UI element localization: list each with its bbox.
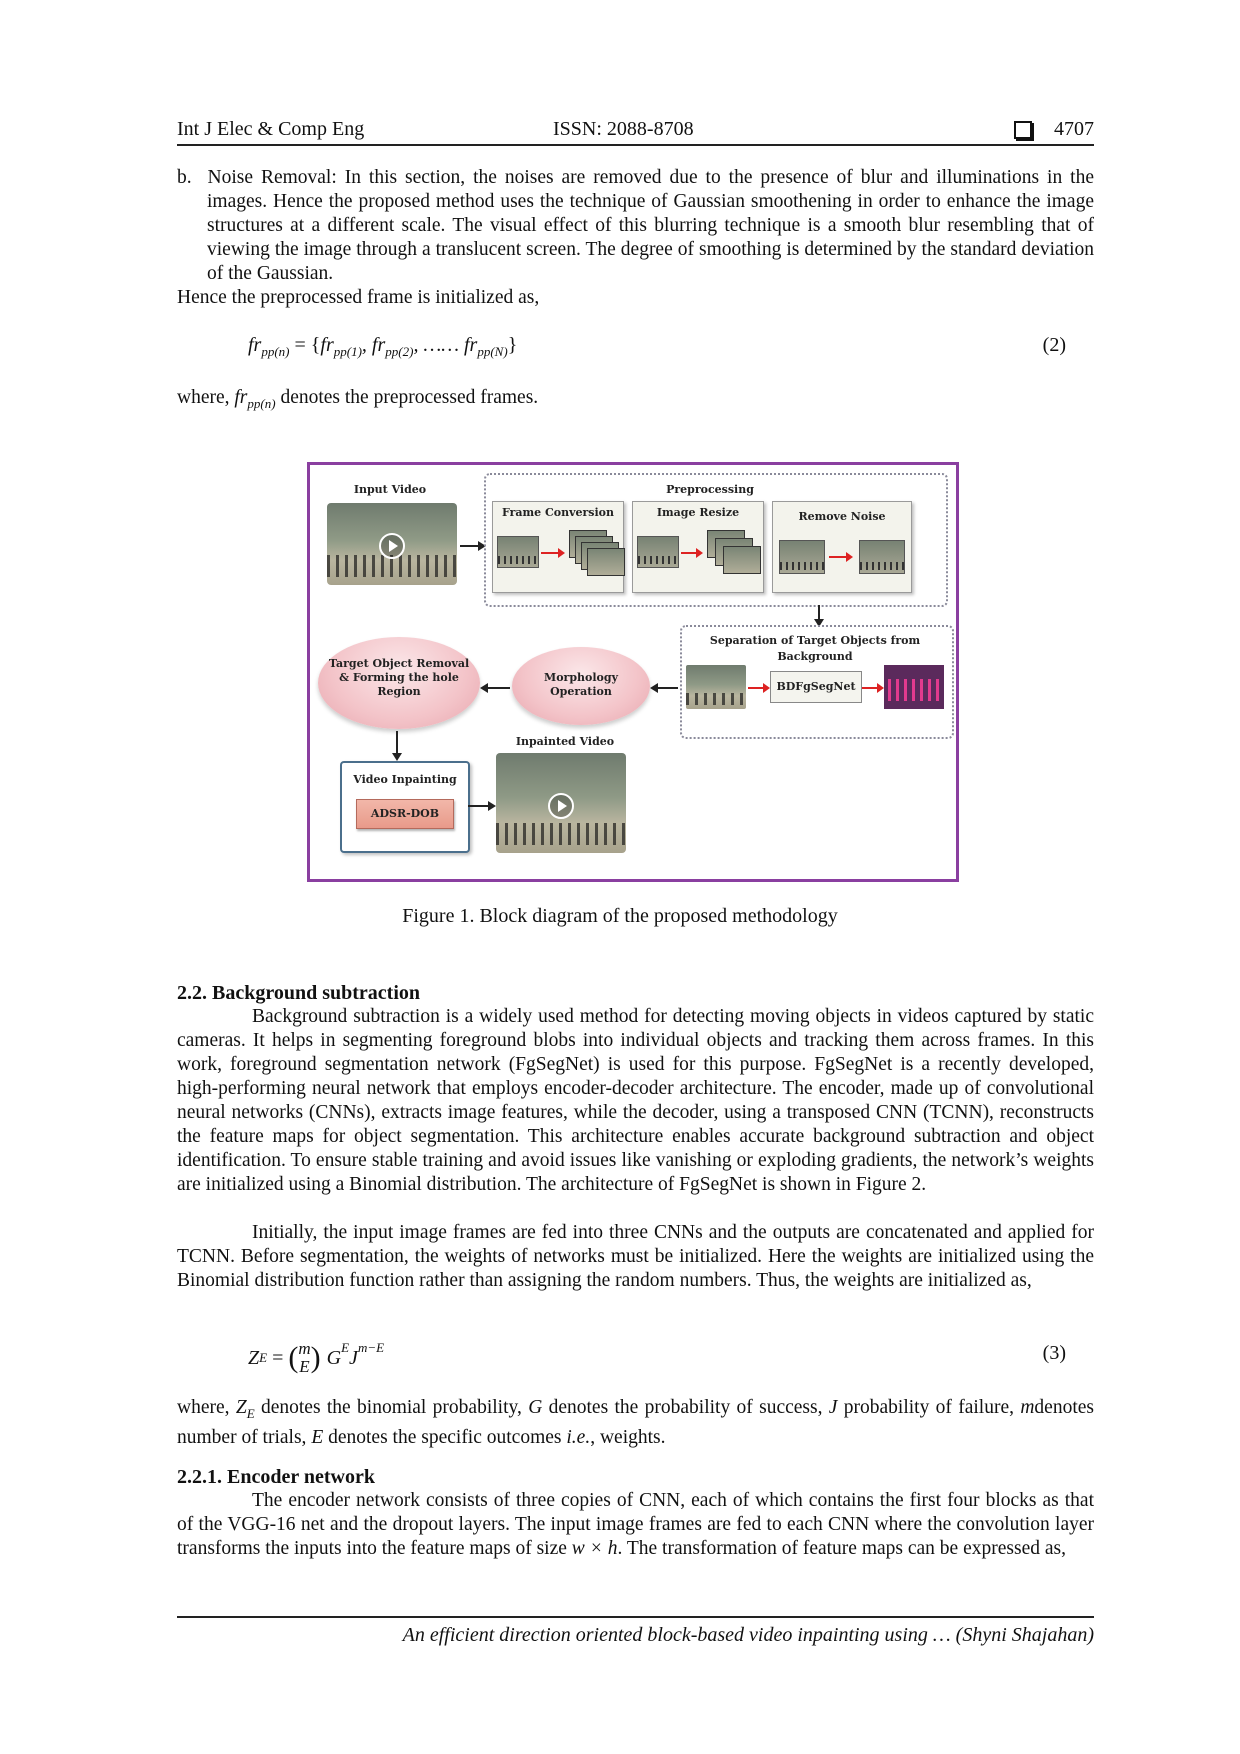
running-header xyxy=(177,118,1094,146)
eq2-term3: , …… fr xyxy=(413,334,478,356)
red-arrow-icon xyxy=(541,552,563,554)
eq3-binom-top: m xyxy=(298,1339,311,1358)
eq2-term1-sub: pp(1) xyxy=(333,344,362,359)
where2-suffix: denotes the preprocessed frames. xyxy=(275,387,539,408)
eq2-term1: fr xyxy=(320,334,334,356)
label-preprocessing: Preprocessing xyxy=(666,483,754,496)
eq2-lhs: fr xyxy=(248,334,262,356)
label-target-object: Target Object Removal & Forming the hole Region xyxy=(328,657,470,698)
equation-2-number: (2) xyxy=(1042,334,1066,356)
figure-1-block-diagram xyxy=(307,462,959,882)
arrow-down-to-inpainting xyxy=(396,731,398,759)
foreground-mask-thumbnail xyxy=(884,665,944,709)
eq2-term2: , fr xyxy=(361,334,386,356)
label-remove-noise: Remove Noise xyxy=(798,510,886,523)
equation-3-number: (3) xyxy=(1042,1342,1066,1364)
eq2-close: } xyxy=(507,334,518,356)
where3-text: denotes the binomial probability, xyxy=(254,1397,529,1418)
eq2-lhs-sub: pp(n) xyxy=(261,344,290,359)
where2-symbol: fr xyxy=(234,387,248,408)
label-input-video: Input Video xyxy=(353,483,427,496)
remove-noise-box xyxy=(772,501,912,593)
list-item-noise-removal xyxy=(177,166,1094,286)
encoder-wxh: w × h xyxy=(571,1538,618,1559)
arrow-to-morphology xyxy=(652,687,678,689)
eq2-term3-sub: pp(N) xyxy=(477,344,508,359)
eq3-j-sup: m−E xyxy=(357,1340,385,1355)
where3-e: E xyxy=(311,1426,324,1448)
where3-ie: i.e. xyxy=(566,1426,591,1448)
eq3-left-paren: ( xyxy=(288,1341,299,1374)
target-object-ellipse xyxy=(318,637,480,729)
running-footer: An efficient direction oriented block-based video inpainting using … (Shyni Shajahan) xyxy=(177,1616,1094,1647)
page-number: 4707 xyxy=(1054,118,1094,140)
where2-symbol-sub: pp(n) xyxy=(247,395,276,411)
bdfgsegnet-box xyxy=(770,671,862,703)
checkbox-square-icon xyxy=(1014,121,1032,139)
where3-text: probability of failure, xyxy=(837,1397,1014,1418)
eq3-g: G xyxy=(326,1346,342,1369)
arrow-to-preprocessing xyxy=(460,545,484,547)
where3-text: denotes the probability of success, xyxy=(542,1397,829,1418)
resized-frame-stack xyxy=(707,530,747,560)
where3-ze: Z xyxy=(235,1397,247,1418)
encoder-text-a: The encoder network consists of three copies of CNN, each of which contains the first four blocks as that of the VGG-16 net and the dropout layers. The input image frames are fed to each CNN where the convolution layer transforms the inputs into the feature maps of size xyxy=(177,1490,1094,1559)
arrow-to-inpainted-video xyxy=(468,805,494,807)
section-heading-2-2-1: 2.2.1. Encoder network xyxy=(177,1466,375,1488)
where3-m: m xyxy=(1020,1397,1035,1418)
red-arrow-icon xyxy=(862,687,882,689)
section-heading-2-2: 2.2. Background subtraction xyxy=(177,982,421,1004)
eq3-j: J xyxy=(349,1346,358,1369)
where3-text: denotes the specific outcomes xyxy=(323,1426,567,1448)
frame-stack xyxy=(569,530,609,560)
list-item-text: Noise Removal: In this section, the noises are removed due to the presence of blur and illuminations in the images. Hence the proposed method uses the technique of Gaussian smoothening in order to enhance the image structures at a different scale. The visual effect of this blurring technique is a smooth blur resembling that of viewing the image through a translucent screen. The degree of smoothing is determined by the standard deviation of the Gaussian. xyxy=(207,167,1094,284)
journal-name: Int J Elec & Comp Eng xyxy=(177,118,365,140)
label-bdfgsegnet: BDFgSegNet xyxy=(776,680,856,693)
eq3-binom-bottom: E xyxy=(299,1357,310,1376)
paragraph-weights-init: Initially, the input image frames are fed into three CNNs and the outputs are concatenated and applied for TCNN. Before segmentation, the weights of networks must be initialized. Here the weights are initialized using the Binomial distribution function rather than assigning the random numbers. Thus, the weights are initialized as, xyxy=(177,1222,1094,1291)
where-equation-2 xyxy=(177,386,1094,416)
frame-conversion-box xyxy=(492,501,624,593)
where3-ze-sub: E xyxy=(246,1405,255,1421)
label-morphology: Morphology Operation xyxy=(544,671,618,698)
red-arrow-icon xyxy=(748,687,768,689)
morphology-ellipse xyxy=(512,647,650,725)
paragraph-background-subtraction: Background subtraction is a widely used method for detecting moving objects in videos captured by static cameras. It helps in segmenting foreground blobs into individual objects and tracking them across frames. In this work, foreground segmentation network (FgSegNet) is used for this purpose. FgSegNet is a recently developed, high-performing neural network that employs encoder-decoder architecture. The encoder, made up of convolutional neural networks (CNNs), extracts image features, while the decoder, using a transposed CNN (TCNN), reconstructs the feature maps for object segmentation. This architecture enables accurate background subtraction and object identification. To ensure stable training and avoid issues like vanishing or exploding gradients, the network’s weights are initialized using a Binomial distribution. The architecture of FgSegNet is shown in Figure 2. xyxy=(177,1006,1094,1195)
issn: ISSN: 2088-8708 xyxy=(553,118,694,140)
eq3-right-paren: ) xyxy=(310,1341,321,1374)
where3-text: where, xyxy=(177,1397,236,1418)
label-video-inpainting: Video Inpainting xyxy=(353,773,457,786)
image-resize-box xyxy=(632,501,764,593)
red-arrow-icon xyxy=(681,552,701,554)
input-video-thumbnail xyxy=(327,503,457,585)
red-arrow-icon xyxy=(829,556,851,558)
video-inpainting-box xyxy=(340,761,470,853)
equation-2 xyxy=(248,334,517,360)
adsr-dob-box xyxy=(356,799,454,829)
where3-g: G xyxy=(528,1397,543,1418)
figure-1-caption: Figure 1. Block diagram of the proposed methodology xyxy=(402,905,838,927)
label-frame-conversion: Frame Conversion xyxy=(502,506,614,519)
preprocessed-intro: Hence the preprocessed frame is initialized as, xyxy=(177,287,540,308)
paragraph-encoder-network xyxy=(177,1489,1094,1561)
where3-text: , weights. xyxy=(590,1426,666,1448)
encoder-text-b: . The transformation of feature maps can be expressed as, xyxy=(617,1538,1066,1559)
inpainted-video-thumbnail xyxy=(496,753,626,853)
label-separation: Separation of Target Objects from Background xyxy=(709,634,921,663)
where-equation-3 xyxy=(177,1396,1094,1450)
eq3-equals: = xyxy=(267,1346,289,1369)
where3-text: denotes number of trials, xyxy=(177,1397,1094,1448)
play-icon xyxy=(379,533,405,559)
label-inpainted-video: Inpainted Video xyxy=(515,735,615,748)
eq2-term2-sub: pp(2) xyxy=(385,344,414,359)
eq2-equals: = { xyxy=(289,334,321,356)
list-marker: b. xyxy=(177,167,192,188)
eq3-binomial xyxy=(298,1340,310,1376)
eq3-lhs-sub: E xyxy=(259,1350,268,1365)
eq3-g-sup: E xyxy=(341,1340,350,1355)
where3-j: J xyxy=(828,1397,838,1418)
arrow-down-to-separation xyxy=(818,605,820,625)
play-icon xyxy=(548,793,574,819)
label-adsr-dob: ADSR-DOB xyxy=(370,807,440,820)
arrow-to-target-object xyxy=(482,687,510,689)
equation-3 xyxy=(248,1340,384,1376)
where2-prefix: where, xyxy=(177,387,235,408)
separation-input-thumbnail xyxy=(686,665,746,709)
label-image-resize: Image Resize xyxy=(656,506,740,519)
eq3-lhs: Z xyxy=(248,1346,260,1369)
